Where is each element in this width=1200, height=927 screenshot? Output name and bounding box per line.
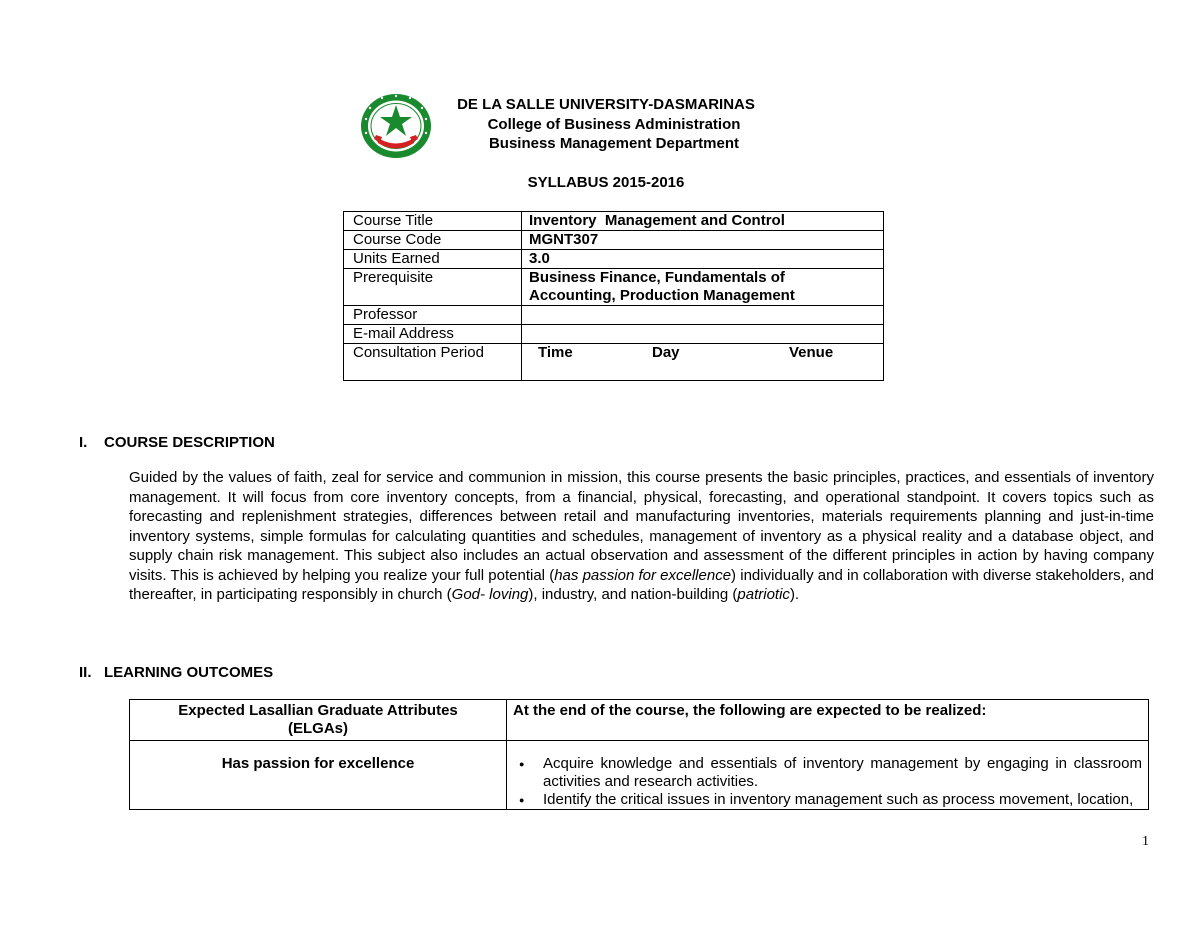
email-value: [522, 325, 884, 344]
description-text-3: ), industry, and nation-building (: [528, 586, 738, 603]
units-row: [344, 250, 884, 269]
consultation-value: [522, 344, 884, 381]
course-title-row: [344, 212, 884, 231]
description-text-1: Guided by the values of faith, zeal for service and communion in mission, this course presents the basic principles, practices, and essentials of inventory management. It will focus from core inventory concepts, from a financial, physical, forecasting, and operational standpoint. It covers topics such as forecasting and replenishment strategies, differences between retail and manufacturing inventories, materials requirements planning and just-in-time inventory systems, simple formulas for calculating quantities and schedules, management of inventory as a physical reality and a database object, and supply chain risk management. This subject also includes an actual observation and assessment of the different principles in action by having company visits. This is achieved by helping you realize your full potential (: [129, 469, 1154, 584]
consultation-label: Consultation Period: [344, 344, 522, 381]
description-text-4: ).: [789, 586, 800, 603]
university-name: DE LA SALLE UNIVERSITY-DASMARINAS: [457, 96, 755, 113]
course-code-row: [344, 231, 884, 250]
description-emphasis-2: God- loving: [451, 586, 529, 603]
syllabus-title: SYLLABUS 2015-2016: [527, 174, 685, 191]
college-name: College of Business Administration: [487, 116, 741, 133]
section-title: COURSE DESCRIPTION: [104, 434, 275, 451]
course-title-label: Course Title: [344, 212, 522, 231]
section-number: II.: [79, 664, 92, 681]
units-value: 3.0: [522, 250, 884, 269]
course-info-table: [343, 211, 884, 381]
prerequisite-label: Prerequisite: [344, 269, 522, 306]
list-item: ● Identify the critical issues in inventory management such as process movement, location,: [513, 791, 1142, 809]
email-label: E-mail Address: [344, 325, 522, 344]
professor-row: [344, 306, 884, 325]
consultation-venue: Venue: [789, 344, 834, 361]
course-code-label: Course Code: [344, 231, 522, 250]
email-row: [344, 325, 884, 344]
prerequisite-row: [344, 269, 884, 306]
description-emphasis-3: patriotic: [737, 586, 790, 603]
outcome-list-cell: [507, 741, 1149, 810]
learning-outcomes-header-row: [130, 700, 1149, 741]
units-label: Units Earned: [344, 250, 522, 269]
course-title-value: Inventory Management and Control: [522, 212, 884, 231]
elga-attribute: Has passion for excellence: [130, 741, 507, 810]
department-name: Business Management Department: [488, 135, 740, 152]
consultation-time: Time: [538, 344, 573, 361]
course-description-paragraph: [129, 468, 1154, 605]
professor-label: Professor: [344, 306, 522, 325]
prerequisite-value: Business Finance, Fundamentals of Accounting, Production Management: [522, 269, 884, 306]
consultation-row: [344, 344, 884, 381]
learning-outcome-row: [130, 741, 1149, 810]
section-number: I.: [79, 434, 88, 451]
outcomes-column-header: At the end of the course, the following are expected to be realized:: [507, 700, 1149, 741]
learning-outcomes-table: [129, 699, 1149, 810]
outcome-list: [513, 755, 1142, 809]
description-emphasis-1: has passion for excellence: [554, 566, 732, 584]
elga-column-header: Expected Lasallian Graduate Attributes (ELGAs): [130, 700, 507, 741]
list-item: ● Acquire knowledge and essentials of inventory management by engaging in classroom activities and research activities.: [513, 755, 1142, 791]
section-title: LEARNING OUTCOMES: [104, 664, 274, 681]
page-number: 1: [1142, 834, 1149, 849]
consultation-day: Day: [652, 344, 680, 361]
description-text-2: ) individually and in collaboration with diverse stakeholders, and thereafter, in participating responsibly in church (: [129, 566, 1154, 603]
course-code-value: MGNT307: [522, 231, 884, 250]
professor-value: [522, 306, 884, 325]
